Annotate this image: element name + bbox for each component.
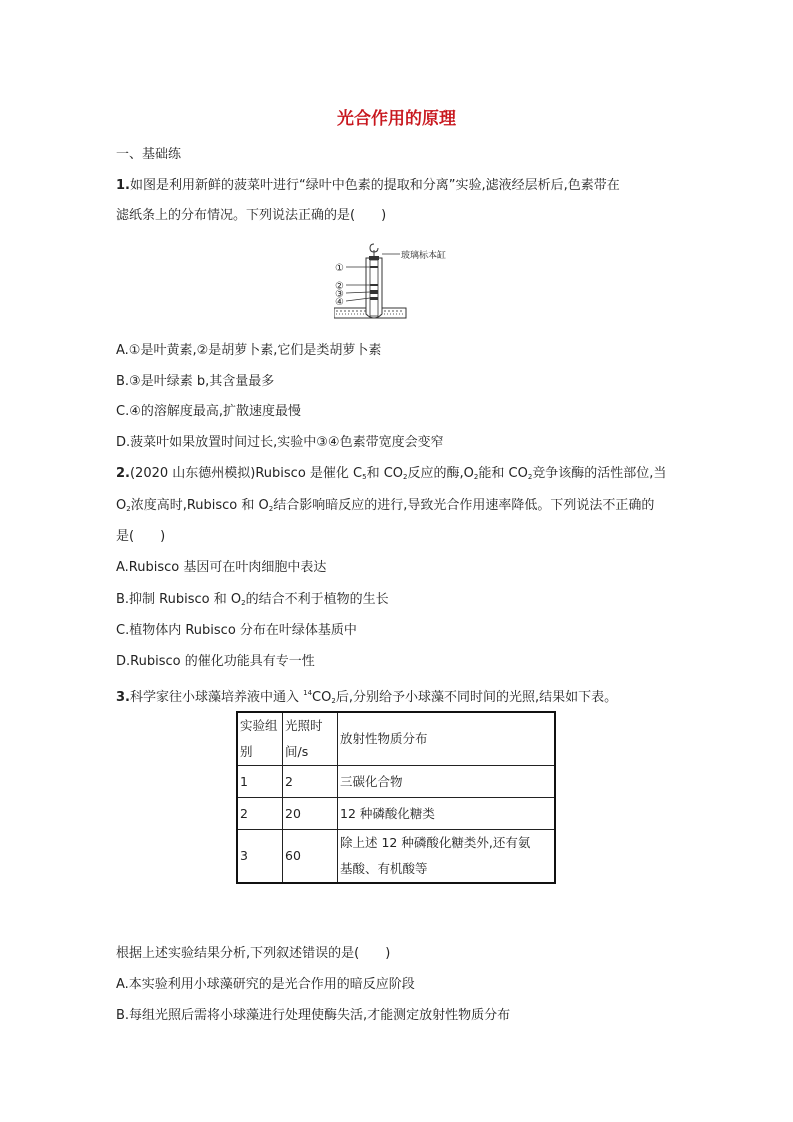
section-heading: 一、基础练 bbox=[116, 147, 182, 162]
table-row bbox=[237, 766, 555, 798]
marker-3: ③ bbox=[335, 289, 344, 300]
cell-distribution-l1: 除上述 12 种磷酸化糖类外,还有氨 bbox=[340, 835, 531, 850]
cell-distribution: 12 种磷酸化糖类 bbox=[338, 798, 556, 830]
q2-sub-1: 5 bbox=[362, 473, 367, 481]
stopper bbox=[369, 256, 379, 260]
table-header-row bbox=[237, 712, 555, 766]
table-row bbox=[237, 830, 555, 884]
q2-sub-3: 2 bbox=[473, 473, 479, 481]
cell-group: 3 bbox=[237, 830, 283, 884]
q1-number: 1. bbox=[116, 178, 130, 193]
q1-stem-line2: 滤纸条上的分布情况。下列说法正确的是( ) bbox=[116, 208, 387, 223]
q2-stem-line2 bbox=[116, 497, 654, 518]
q2-option-d: D.Rubisco 的催化功能具有专一性 bbox=[116, 654, 315, 669]
q2-sub-2: 2 bbox=[403, 473, 408, 481]
q2-stem-line1 bbox=[116, 465, 666, 486]
q2-l2-b: 浓度高时,Rubisco 和 O bbox=[130, 498, 269, 513]
results-table bbox=[236, 711, 556, 884]
chromatography-figure bbox=[334, 240, 464, 330]
q3-stem bbox=[116, 684, 617, 710]
q1-option-a: A.①是叶黄素,②是胡萝卜素,它们是类胡萝卜素 bbox=[116, 343, 382, 358]
q2-text-d: 能和 CO bbox=[478, 466, 528, 481]
table-row bbox=[237, 798, 555, 830]
header-time bbox=[283, 712, 338, 766]
q1-option-b: B.③是叶绿素 b,其含量最多 bbox=[116, 374, 275, 389]
q2-l2-c: 结合影响暗反应的进行,导致光合作用速率降低。下列说法不正确的 bbox=[273, 498, 655, 513]
pigment-band-4 bbox=[370, 297, 378, 300]
cell-group: 1 bbox=[237, 766, 283, 798]
pigment-band-1 bbox=[370, 266, 378, 268]
cell-time: 60 bbox=[283, 830, 338, 884]
q2-option-c: C.植物体内 Rubisco 分布在叶绿体基质中 bbox=[116, 623, 357, 638]
q3-option-a: A.本实验利用小球藻研究的是光合作用的暗反应阶段 bbox=[116, 977, 415, 992]
q2-text-c: 反应的酶,O bbox=[407, 466, 474, 481]
q3-number: 3. bbox=[116, 690, 130, 705]
cell-distribution bbox=[338, 830, 556, 884]
q2-l2-a: O bbox=[116, 498, 127, 513]
marker-1: ① bbox=[335, 263, 344, 274]
q2-option-b-b: 的结合不利于植物的生长 bbox=[245, 592, 389, 607]
q3-option-b: B.每组光照后需将小球藻进行处理使酶失活,才能测定放射性物质分布 bbox=[116, 1008, 511, 1023]
header-group-l2: 别 bbox=[240, 744, 253, 759]
cell-distribution-l2: 基酸、有机酸等 bbox=[340, 861, 428, 876]
q3-sup: 14 bbox=[303, 689, 313, 697]
header-time-l2: 间/s bbox=[285, 744, 309, 759]
q1-option-d: D.菠菜叶如果放置时间过长,实验中③④色素带宽度会变窄 bbox=[116, 435, 444, 450]
q2-option-b-a: B.抑制 Rubisco 和 O bbox=[116, 592, 242, 607]
marker-4: ④ bbox=[335, 297, 344, 308]
page-title: 光合作用的原理 bbox=[337, 109, 456, 129]
q2-text-a: (2020 山东德州模拟)Rubisco 是催化 C bbox=[129, 466, 363, 481]
header-group bbox=[237, 712, 283, 766]
cell-group: 2 bbox=[237, 798, 283, 830]
q2-stem-line3: 是( ) bbox=[116, 529, 166, 544]
q2-text-e: 竞争该酶的活性部位,当 bbox=[532, 466, 667, 481]
q3-sub: 2 bbox=[331, 697, 336, 705]
q1-option-c: C.④的溶解度最高,扩散速度最慢 bbox=[116, 404, 301, 419]
q1-text1: 如图是利用新鲜的菠菜叶进行“绿叶中色素的提取和分离”实验,滤液经层析后,色素带在 bbox=[129, 178, 620, 193]
q2-option-a: A.Rubisco 基因可在叶肉细胞中表达 bbox=[116, 560, 327, 575]
q2-text-b: 和 CO bbox=[366, 466, 404, 481]
pigment-band-3 bbox=[370, 290, 378, 294]
jar-label: 玻璃标本缸 bbox=[401, 251, 447, 261]
header-distribution: 放射性物质分布 bbox=[338, 712, 556, 766]
q2-sub-4: 2 bbox=[527, 473, 533, 481]
q3-text-b: CO bbox=[312, 690, 332, 705]
q2-option-b bbox=[116, 591, 389, 612]
q3-text-a: 科学家往小球藻培养液中通入 bbox=[129, 690, 304, 705]
header-time-l1: 光照时 bbox=[285, 718, 323, 733]
q2-number: 2. bbox=[116, 466, 130, 481]
cell-time: 2 bbox=[283, 766, 338, 798]
q1-stem-line1 bbox=[116, 177, 620, 195]
q3-question: 根据上述实验结果分析,下列叙述错误的是( ) bbox=[116, 946, 391, 961]
q2-l2-sub2: 2 bbox=[268, 505, 274, 513]
cell-time: 20 bbox=[283, 798, 338, 830]
cell-distribution: 三碳化合物 bbox=[338, 766, 556, 798]
q3-text-c: 后,分别给予小球藻不同时间的光照,结果如下表。 bbox=[335, 690, 618, 705]
header-group-l1: 实验组 bbox=[240, 718, 278, 733]
chromatography-diagram bbox=[334, 240, 464, 330]
pigment-band-2 bbox=[370, 284, 378, 286]
marker-2: ② bbox=[335, 281, 344, 292]
q2-option-b-sub: 2 bbox=[241, 599, 246, 607]
q2-l2-sub1: 2 bbox=[126, 505, 131, 513]
